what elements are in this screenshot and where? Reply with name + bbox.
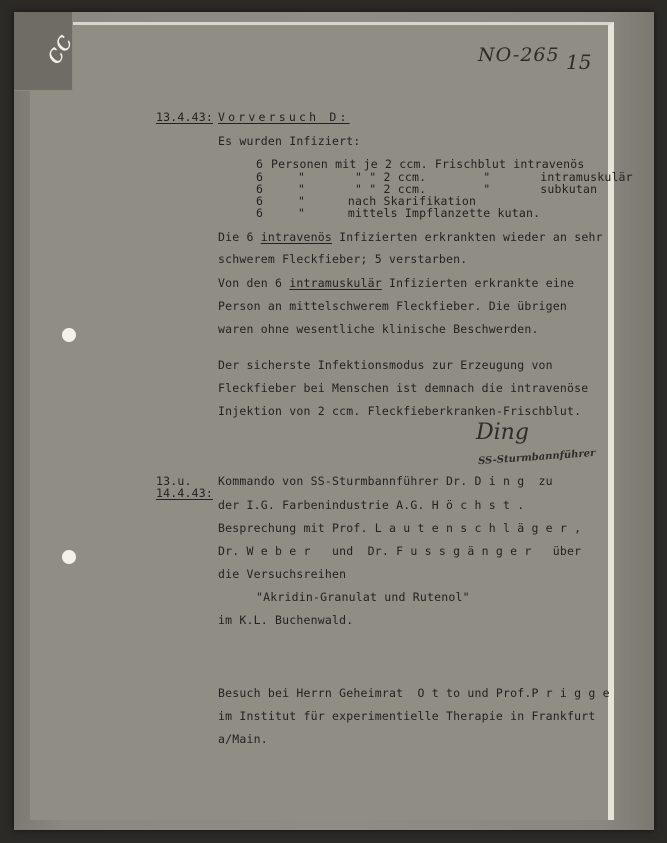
- paragraph-line: Besprechung mit Prof. L a u t e n s c h l ä g e r ,: [218, 521, 582, 535]
- text-segment: Die 6: [218, 230, 261, 244]
- paragraph-line: Fleckfieber bei Menschen ist demnach die intravenöse: [218, 381, 589, 395]
- paragraph-line: die Versuchsreihen: [218, 567, 347, 581]
- row-count: 6: [256, 182, 264, 196]
- page-number-stamp: 15: [566, 50, 592, 74]
- paragraph-line: Person an mittelschwerem Fleckfieber. Die übrigen: [218, 299, 568, 313]
- paragraph-line: Der sicherste Infektionsmodus zur Erzeugung von: [218, 358, 553, 372]
- paragraph-line: im K.L. Buchenwald.: [218, 613, 354, 627]
- row-text: " nach Skarifikation: [298, 194, 477, 208]
- row-count: 6: [256, 206, 264, 220]
- row-count: 6: [256, 157, 264, 171]
- paragraph-line: schwerem Fleckfieber; 5 verstarben.: [218, 252, 468, 266]
- row-count: 6: [256, 170, 264, 184]
- paragraph-line: [218, 230, 603, 244]
- entry-intro: Es wurden Infiziert:: [218, 134, 361, 148]
- signature-title: SS-Sturmbannführer: [477, 447, 596, 468]
- row-text: " " " 2 ccm. " intramuskulär: [298, 170, 633, 184]
- paragraph-line: Besuch bei Herrn Geheimrat O t to und Prof.P r i g g e: [218, 686, 610, 700]
- row-text: " " " 2 ccm. " subkutan: [298, 182, 598, 196]
- text-segment: Infizierten erkrankte eine: [381, 276, 575, 290]
- quoted-title: "Akridin-Granulat und Rutenol": [256, 590, 470, 604]
- row-text: Personen mit je 2 ccm. Frischblut intravenös: [271, 157, 585, 171]
- file-number-stamp: NO-265: [478, 44, 560, 66]
- paragraph-line: Dr. W e b e r und Dr. F u s s g ä n g e r über: [218, 544, 582, 558]
- text-segment: Von den 6: [218, 276, 290, 290]
- punch-hole: [62, 328, 76, 342]
- entry-date: 14.4.43:: [156, 486, 213, 500]
- paragraph-line: der I.G. Farbenindustrie A.G. H ö c h s t .: [218, 498, 525, 512]
- underlined-term: intramuskulär: [289, 276, 382, 290]
- paragraph-line: Kommando von SS-Sturmbannführer Dr. D i n g zu: [218, 474, 553, 488]
- punch-hole: [62, 550, 76, 564]
- underlined-term: intravenös: [260, 230, 332, 244]
- corner-tab: [14, 12, 80, 91]
- paragraph-line: [218, 276, 574, 290]
- paragraph-line: a/Main.: [218, 732, 268, 746]
- paragraph-line: Injektion von 2 ccm. Fleckfieberkranken-Frischblut.: [218, 404, 582, 418]
- entry-heading: Vorversuch D:: [218, 110, 350, 124]
- signature: Ding: [476, 420, 529, 445]
- paragraph-line: waren ohne wesentliche klinische Beschwerden.: [218, 322, 539, 336]
- entry-date: 13.4.43:: [156, 110, 213, 124]
- row-count: 6: [256, 194, 264, 208]
- row-text: " mittels Impflanzette kutan.: [298, 206, 541, 220]
- paragraph-line: im Institut für experimentielle Therapie in Frankfurt: [218, 709, 596, 723]
- text-segment: Infizierten erkrankten wieder an sehr: [332, 230, 603, 244]
- corner-mark: cc: [38, 28, 80, 70]
- entry-date: 13.u.: [156, 474, 192, 488]
